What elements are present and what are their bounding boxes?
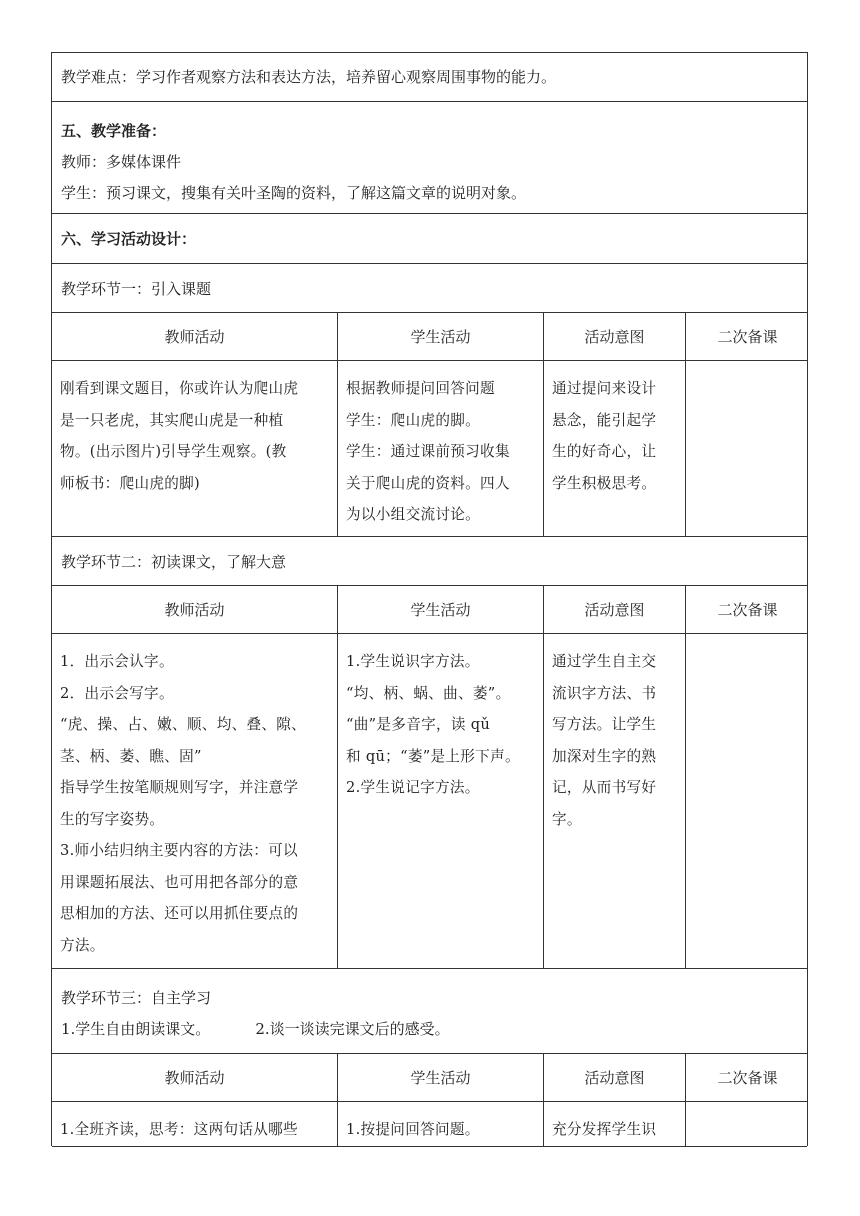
column-header-notes: 二次备课	[717, 1069, 778, 1087]
text-line: 生的好奇心，让	[552, 443, 657, 460]
text-line: 1．出示会认字。	[60, 653, 174, 670]
text-line: 学生：通过课前预习收集	[346, 443, 510, 460]
section3-notes-cell	[686, 1102, 809, 1146]
design-heading: 六、学习活动设计：	[61, 230, 197, 248]
column-header-student: 学生活动	[338, 586, 544, 633]
section2-title-row	[52, 537, 807, 586]
design-heading-row	[52, 214, 807, 264]
section1-body-row	[52, 361, 807, 537]
section1-intent-cell	[544, 361, 686, 536]
difficulty-text: 教学难点：学习作者观察方法和表达方法，培养留心观察周围事物的能力。	[61, 68, 557, 86]
text-line: 方法。	[60, 936, 105, 954]
section2-body-row	[52, 634, 807, 969]
text-line: 流识字方法、书	[552, 684, 657, 702]
section3-task-2: 2.谈一谈读完课文后的感受。	[255, 1020, 450, 1038]
text-line: 1.按提问回答问题。	[346, 1121, 480, 1138]
text-line: 关于爬山虎的资料。四人	[346, 474, 510, 492]
text-line: 和 qū；“萎”是上形下声。	[346, 747, 520, 765]
text-line: 悬念，能引起学	[552, 411, 657, 429]
preparation-teacher: 教师：多媒体课件	[61, 153, 182, 171]
section3-title: 教学环节三：自主学习	[61, 989, 212, 1007]
preparation-heading: 五、教学准备：	[61, 122, 167, 140]
section1-title: 教学环节一：引入课题	[61, 280, 212, 298]
column-header-intent: 活动意图	[544, 313, 686, 360]
column-header-student: 学生活动	[338, 313, 544, 360]
section2-teacher-cell	[52, 634, 338, 968]
text-line: 思相加的方法、还可以用抓住要点的	[60, 905, 299, 922]
column-header-student: 学生活动	[338, 1054, 544, 1101]
lesson-plan-table	[51, 52, 808, 1146]
section3-title-row	[52, 969, 807, 1054]
text-line: 1.全班齐读，思考：这两句话从哪些	[60, 1121, 298, 1138]
text-line: 生的写字姿势。	[60, 810, 165, 828]
text-line: 3.师小结归纳主要内容的方法：可以	[60, 842, 298, 859]
text-line: 记，从而书写好	[552, 779, 657, 796]
text-line: 学生：爬山虎的脚。	[346, 411, 481, 429]
text-line: 是一只老虎，其实爬山虎是一种植	[60, 411, 284, 429]
text-line: 用课题拓展法、也可用把各部分的意	[60, 873, 299, 891]
column-header-teacher: 教师活动	[52, 313, 338, 360]
section2-student-cell	[338, 634, 544, 968]
section2-header-row	[52, 586, 807, 634]
section3-body-row	[52, 1102, 807, 1147]
column-header-intent: 活动意图	[544, 1054, 686, 1101]
section3-header-row	[52, 1054, 807, 1102]
text-line: 2.学生说记字方法。	[346, 779, 480, 796]
column-header-intent: 活动意图	[544, 586, 686, 633]
section3-intent-cell	[544, 1102, 686, 1146]
text-line: 1.学生说识字方法。	[346, 653, 480, 670]
text-line: 加深对生字的熟	[552, 747, 657, 765]
text-line: 茎、柄、萎、瞧、固”	[60, 747, 202, 765]
column-header-notes: 二次备课	[717, 328, 778, 346]
text-line: 指导学生按笔顺规则写字，并注意学	[60, 779, 299, 796]
section3-tasks	[61, 1014, 798, 1045]
text-line: 通过学生自主交	[552, 653, 657, 670]
text-line: 通过提问来设计	[552, 380, 657, 397]
difficulty-row	[52, 53, 807, 102]
text-line: 充分发挥学生识	[552, 1121, 657, 1138]
preparation-row	[52, 102, 807, 214]
section1-student-cell	[338, 361, 544, 536]
column-header-notes: 二次备课	[717, 601, 778, 619]
section1-teacher-cell	[52, 361, 338, 536]
column-header-teacher: 教师活动	[52, 1054, 338, 1101]
preparation-student: 学生：预习课文，搜集有关叶圣陶的资料，了解这篇文章的说明对象。	[61, 184, 527, 202]
text-line: 为以小组交流讨论。	[346, 506, 481, 523]
section1-title-row	[52, 264, 807, 313]
text-line: 2．出示会写字。	[60, 684, 174, 702]
text-line: “曲”是多音字，读 qǔ	[346, 716, 491, 733]
section1-header-row	[52, 313, 807, 361]
text-line: 刚看到课文题目，你或许认为爬山虎	[60, 380, 299, 397]
section1-notes-cell	[686, 361, 809, 536]
section3-student-cell	[338, 1102, 544, 1146]
column-header-teacher: 教师活动	[52, 586, 338, 633]
section2-notes-cell	[686, 634, 809, 968]
text-line: 学生积极思考。	[552, 474, 657, 492]
section2-title: 教学环节二：初读课文，了解大意	[61, 553, 287, 571]
text-line: 字。	[552, 810, 582, 828]
text-line: “虎、操、占、嫩、顺、均、叠、隙、	[60, 716, 307, 733]
section2-intent-cell	[544, 634, 686, 968]
section3-task-1: 1.学生自由朗读课文。	[61, 1020, 211, 1038]
text-line: 师板书：爬山虎的脚)	[60, 474, 201, 492]
text-line: 物。(出示图片)引导学生观察。(教	[60, 443, 287, 460]
text-line: “均、柄、蜗、曲、萎”。	[346, 684, 511, 702]
text-line: 写方法。让学生	[552, 716, 657, 733]
section3-teacher-cell	[52, 1102, 338, 1146]
text-line: 根据教师提问回答问题	[346, 380, 495, 397]
